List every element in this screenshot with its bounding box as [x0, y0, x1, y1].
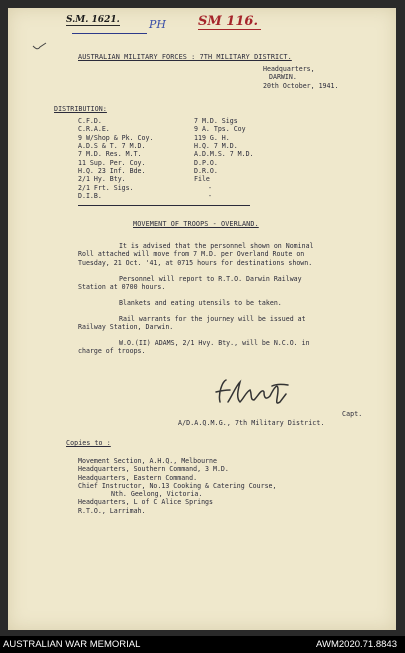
handwritten-initials: PH [149, 18, 166, 31]
distribution-item: D.R.O. [194, 167, 218, 176]
body-paragraph [78, 339, 310, 356]
copy-recipient: Chief Instructor, No.13 Cooking & Catering Course, [78, 481, 277, 490]
blue-ink-underline [72, 33, 147, 34]
distribution-item: 7 M.D. Sigs [194, 117, 238, 125]
copies-label: Copies to : [66, 439, 111, 447]
text-line: charge of troops. [78, 347, 146, 356]
distribution-item: A.D.S & T. 7 M.D. [78, 142, 146, 151]
distribution-item: 2/1 Frt. Sigs. [78, 183, 134, 192]
archive-accession-number: AWM2020.71.8843 [316, 639, 397, 650]
distribution-item: 9 W/Shop & Pk. Coy. [78, 133, 154, 142]
text-line: W.O.(II) ADAMS, 2/1 Hvy. Bty., will be N.C.O. in [119, 339, 310, 347]
signatory-rank: Capt. [342, 410, 363, 418]
distribution-label: DISTRIBUTION: [54, 105, 107, 113]
address-line: DARWIN. [269, 73, 297, 82]
handwritten-tick-mark [32, 41, 48, 51]
distribution-item: File [194, 175, 210, 184]
subject-heading: MOVEMENT OF TROOPS - OVERLAND. [133, 220, 259, 228]
distribution-item: C.F.D. [78, 117, 102, 125]
text-line: Blankets and eating utensils to be taken. [119, 299, 282, 307]
distribution-item: C.R.A.E. [78, 125, 110, 134]
copy-recipient: Headquarters, Southern Command, 3 M.D. [78, 465, 229, 474]
distribution-item: 119 G. H. [194, 133, 230, 142]
body-paragraph [78, 242, 314, 267]
distribution-item: - [208, 183, 212, 192]
handwritten-signature [206, 372, 306, 412]
distribution-list-right [194, 117, 254, 200]
distribution-item: A.D.M.S. 7 M.D. [194, 150, 254, 159]
document-date: 20th October, 1941. [263, 81, 339, 90]
distribution-item: 11 Sup. Per. Coy. [78, 158, 146, 167]
distribution-item: H.Q. 23 Inf. Bde. [78, 167, 146, 176]
handwritten-reference-right: SM 116. [198, 14, 261, 30]
document-page [8, 8, 396, 630]
text-line: It is advised that the personnel shown on Nominal [119, 242, 314, 250]
copy-recipient: R.T.O., Larrimah. [78, 506, 146, 515]
distribution-item: 2/1 Hy. Bty. [78, 175, 126, 184]
text-line: Personnel will report to R.T.O. Darwin Railway [119, 275, 302, 283]
distribution-item: D.P.O. [194, 158, 218, 167]
distribution-item: 7 M.D. Res. M.T. [78, 150, 142, 159]
distribution-item: 9 A. Tps. Coy [194, 125, 246, 134]
address-block [263, 65, 338, 90]
distribution-item: - [208, 192, 212, 201]
distribution-item: H.Q. 7 M.D. [194, 142, 238, 151]
letterhead: AUSTRALIAN MILITARY FORCES : 7TH MILITARY DISTRICT. [78, 53, 292, 61]
text-line: Rail warrants for the journey will be issued at [119, 315, 306, 323]
body-paragraph [78, 299, 282, 307]
copy-recipient: Movement Section, A.H.Q., Melbourne [78, 457, 217, 465]
address-line: Headquarters, [263, 65, 315, 73]
text-line: Tuesday, 21 Oct. '41, at 0715 hours for destinations shown. [78, 258, 313, 267]
copy-recipient: Nth. Geelong, Victoria. [111, 490, 203, 499]
body-paragraph [78, 275, 302, 292]
signatory-appointment: A/D.A.Q.M.G., 7th Military District. [178, 419, 325, 427]
archive-name: AUSTRALIAN WAR MEMORIAL [3, 639, 141, 650]
body-paragraph [78, 315, 306, 332]
text-line: Roll attached will move from 7 M.D. per Overland Route on [78, 250, 305, 259]
copies-list [78, 457, 277, 515]
copy-recipient: Headquarters, Eastern Command. [78, 473, 198, 482]
text-line: Station at 0700 hours. [78, 283, 166, 292]
copy-recipient: Headquarters, L of C Alice Springs [78, 498, 213, 507]
distribution-item: D.I.B. [78, 192, 102, 201]
handwritten-reference-left: S.M. 1621. [66, 15, 120, 25]
distribution-rule [78, 205, 250, 206]
text-line: Railway Station, Darwin. [78, 323, 174, 332]
archive-footer-bar [0, 636, 405, 653]
distribution-list-left [78, 117, 153, 200]
